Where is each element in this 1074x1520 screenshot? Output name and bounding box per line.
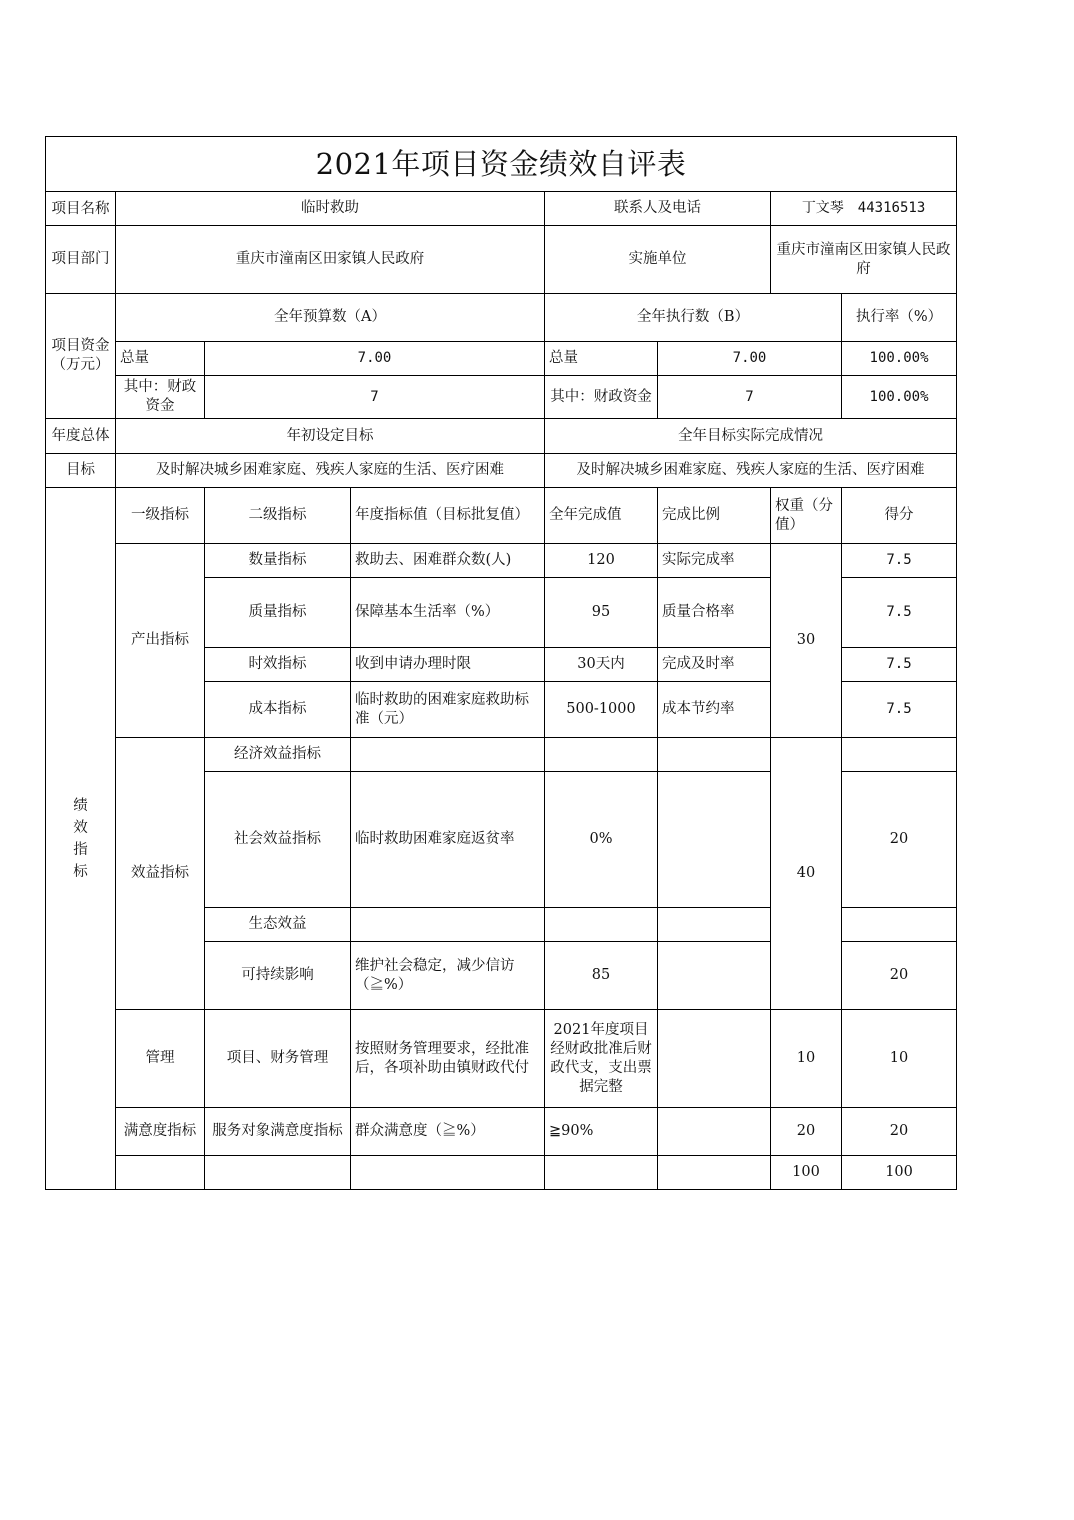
actual-goal-value: 及时解决城乡困难家庭、残疾人家庭的生活、医疗困难	[545, 454, 957, 488]
output-ratio: 完成及时率	[658, 648, 771, 682]
header-weight: 权重（分值）	[771, 488, 842, 544]
total-score: 100	[842, 1156, 957, 1190]
total-exec-value: 7.00	[658, 342, 842, 376]
output-target: 临时救助的困难家庭救助标准（元）	[351, 682, 545, 738]
benefit-target	[351, 738, 545, 772]
actual-goal-header: 全年目标实际完成情况	[545, 419, 957, 454]
funds-label: 项目资金（万元）	[46, 294, 116, 419]
benefit-level2: 经济效益指标	[205, 738, 351, 772]
output-ratio: 质量合格率	[658, 578, 771, 648]
output-completed: 500-1000	[545, 682, 658, 738]
output-weight: 30	[771, 544, 842, 738]
satisfaction-level2: 服务对象满意度指标	[205, 1108, 351, 1156]
output-indicator-label: 产出指标	[116, 544, 205, 738]
output-score: 7.5	[842, 544, 957, 578]
output-completed: 95	[545, 578, 658, 648]
benefit-target: 维护社会稳定，减少信访（≧%）	[351, 942, 545, 1010]
total-empty-cell	[116, 1156, 205, 1190]
fiscal-rate-value: 100.00%	[842, 376, 957, 419]
contact-value: 丁文琴 44316513	[771, 192, 957, 226]
header-score: 得分	[842, 488, 957, 544]
total-empty-cell	[545, 1156, 658, 1190]
management-label: 管理	[116, 1010, 205, 1108]
page-title: 2021年项目资金绩效自评表	[46, 137, 957, 192]
total-empty-cell	[205, 1156, 351, 1190]
total-rate-value: 100.00%	[842, 342, 957, 376]
indicators-section-text: 绩效指标	[73, 797, 88, 880]
total-empty-cell	[658, 1156, 771, 1190]
output-level2: 成本指标	[205, 682, 351, 738]
management-completed: 2021年度项目经财政批准后财政代支，支出票据完整	[545, 1010, 658, 1108]
goal-label: 目标	[46, 454, 116, 488]
project-name-label: 项目名称	[46, 192, 116, 226]
benefit-ratio	[658, 942, 771, 1010]
project-dept-label: 项目部门	[46, 226, 116, 294]
management-level2: 项目、财务管理	[205, 1010, 351, 1108]
benefit-completed: 0%	[545, 772, 658, 908]
annual-goal-label: 年度总体	[46, 419, 116, 454]
benefit-target	[351, 908, 545, 942]
satisfaction-completed: ≧90%	[545, 1108, 658, 1156]
benefit-completed	[545, 908, 658, 942]
benefit-weight: 40	[771, 738, 842, 1010]
total-label-budget: 总量	[116, 342, 205, 376]
budget-header: 全年预算数（A）	[116, 294, 545, 342]
output-score: 7.5	[842, 648, 957, 682]
satisfaction-target: 群众满意度（≧%）	[351, 1108, 545, 1156]
total-empty-cell	[351, 1156, 545, 1190]
fiscal-label-budget: 其中：财政资金	[116, 376, 205, 419]
header-ratio: 完成比例	[658, 488, 771, 544]
output-level2: 时效指标	[205, 648, 351, 682]
total-weight: 100	[771, 1156, 842, 1190]
satisfaction-ratio	[658, 1108, 771, 1156]
benefit-level2: 可持续影响	[205, 942, 351, 1010]
header-completed: 全年完成值	[545, 488, 658, 544]
contact-label: 联系人及电话	[545, 192, 771, 226]
output-level2: 质量指标	[205, 578, 351, 648]
output-target: 保障基本生活率（%）	[351, 578, 545, 648]
satisfaction-weight: 20	[771, 1108, 842, 1156]
impl-unit-value: 重庆市潼南区田家镇人民政府	[771, 226, 957, 294]
header-level1: 一级指标	[116, 488, 205, 544]
project-dept-value: 重庆市潼南区田家镇人民政府	[116, 226, 545, 294]
benefit-score	[842, 738, 957, 772]
rate-header: 执行率（%）	[842, 294, 957, 342]
fiscal-label-exec: 其中：财政资金	[545, 376, 658, 419]
benefit-score: 20	[842, 942, 957, 1010]
exec-header: 全年执行数（B）	[545, 294, 842, 342]
output-target: 收到申请办理时限	[351, 648, 545, 682]
header-level2: 二级指标	[205, 488, 351, 544]
satisfaction-label: 满意度指标	[116, 1108, 205, 1156]
output-ratio: 实际完成率	[658, 544, 771, 578]
output-level2: 数量指标	[205, 544, 351, 578]
performance-self-evaluation-table	[45, 136, 957, 1190]
benefit-completed	[545, 738, 658, 772]
benefit-ratio	[658, 908, 771, 942]
benefit-score	[842, 908, 957, 942]
benefit-target: 临时救助困难家庭返贫率	[351, 772, 545, 908]
management-target: 按照财务管理要求，经批准后，各项补助由镇财政代付	[351, 1010, 545, 1108]
output-ratio: 成本节约率	[658, 682, 771, 738]
benefit-indicator-label: 效益指标	[116, 738, 205, 1010]
satisfaction-score: 20	[842, 1108, 957, 1156]
benefit-level2: 生态效益	[205, 908, 351, 942]
output-completed: 30天内	[545, 648, 658, 682]
benefit-ratio	[658, 772, 771, 908]
indicators-section-label	[46, 488, 116, 1190]
output-score: 7.5	[842, 682, 957, 738]
benefit-level2: 社会效益指标	[205, 772, 351, 908]
project-name-value: 临时救助	[116, 192, 545, 226]
total-budget-value: 7.00	[205, 342, 545, 376]
initial-goal-header: 年初设定目标	[116, 419, 545, 454]
fiscal-exec-value: 7	[658, 376, 842, 419]
total-label-exec: 总量	[545, 342, 658, 376]
initial-goal-value: 及时解决城乡困难家庭、残疾人家庭的生活、医疗困难	[116, 454, 545, 488]
management-score: 10	[842, 1010, 957, 1108]
impl-unit-label: 实施单位	[545, 226, 771, 294]
management-ratio	[658, 1010, 771, 1108]
benefit-score: 20	[842, 772, 957, 908]
output-target: 救助去、困难群众数(人)	[351, 544, 545, 578]
header-target: 年度指标值（目标批复值）	[351, 488, 545, 544]
output-completed: 120	[545, 544, 658, 578]
benefit-ratio	[658, 738, 771, 772]
fiscal-budget-value: 7	[205, 376, 545, 419]
benefit-completed: 85	[545, 942, 658, 1010]
management-weight: 10	[771, 1010, 842, 1108]
output-score: 7.5	[842, 578, 957, 648]
